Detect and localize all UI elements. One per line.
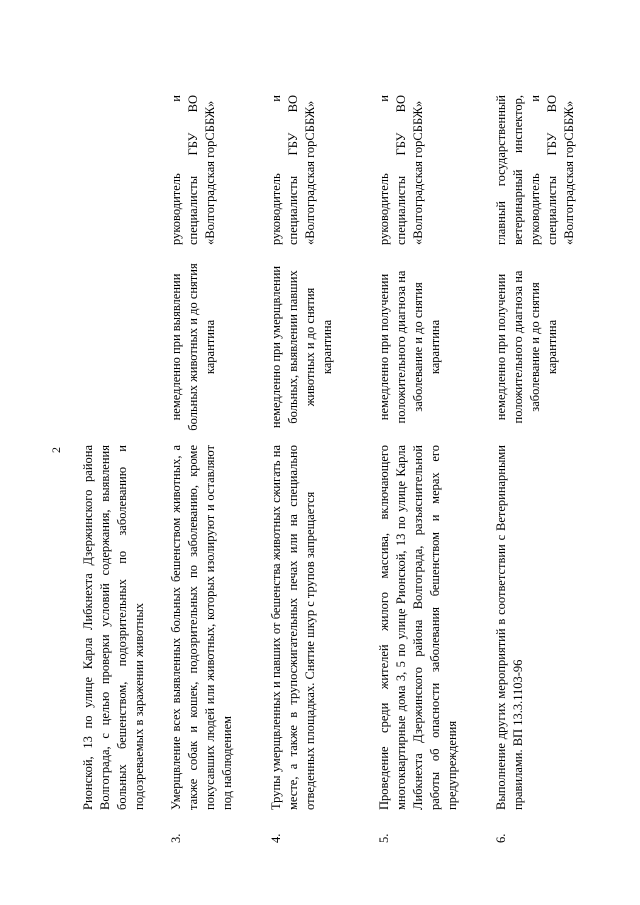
row-term: немедленно при получении положительного диагноза на заболевание и до снятия карантина [377, 270, 442, 424]
row-action: Выполнение других мероприятий в соответствии с Ветеринарными правилами. ВП 13.3.1103-96 [494, 445, 525, 810]
row-responsible: руководитель и специалисты ГБУ ВО «Волгоградская горСББЖ» [377, 95, 425, 245]
row-responsible: руководитель и специалисты ГБУ ВО «Волгоградская горСББЖ» [169, 95, 217, 245]
row-action: Умерщвление всех выявленных больных бешенством животных, а также собак и кошек, подозрительных по заболеванию, кроме покусавших людей или животных, которых изолируют и оставляют под наблюдением [169, 445, 234, 810]
row-responsible: главный государственный ветеринарный инспектор, руководитель и специалисты ГБУ ВО «Волгоградская горСББЖ» [494, 95, 576, 245]
row-action: Проведение среди жителей жилого массива, включающего многоквартирные дома 3, 5 по улице Рионской, 13 по улице Карла Либкнехта Дзержинского района Волгограда, разъяснительной работы об опасности заболевания бешенством и мерах его предупреждения [377, 445, 459, 810]
row-action: Трупы умерщвленных и павших от бешенства животных сжигать на месте, а также в трупосжигательных печах или на специально отведенных площадках. Снятие шкур с трупов запрещается [269, 445, 317, 810]
page-number: 2 [49, 447, 63, 453]
row-term: немедленно при получении положительного диагноза на заболевание и до снятия карантина [494, 270, 559, 424]
row-term: немедленно при выявлении больных животных и до снятия карантина [169, 263, 217, 431]
row-action: Рионской, 13 по улице Карла Либкнехта Дзержинского района Волгограда, с целью проверки условий содержания, выявления больных бешенством, подозрительных по заболеванию и подозреваемых в заражении животных [81, 445, 146, 810]
row-number: 5. [377, 833, 391, 843]
row-number: 4. [269, 833, 283, 843]
row-number: 3. [169, 833, 183, 843]
row-number: 6. [494, 833, 508, 843]
row-term: немедленно при умерщвлении больных, выявлении павших животных и до снятия карантина [269, 265, 334, 429]
row-responsible: руководитель и специалисты ГБУ ВО «Волгоградская горСББЖ» [269, 95, 317, 245]
